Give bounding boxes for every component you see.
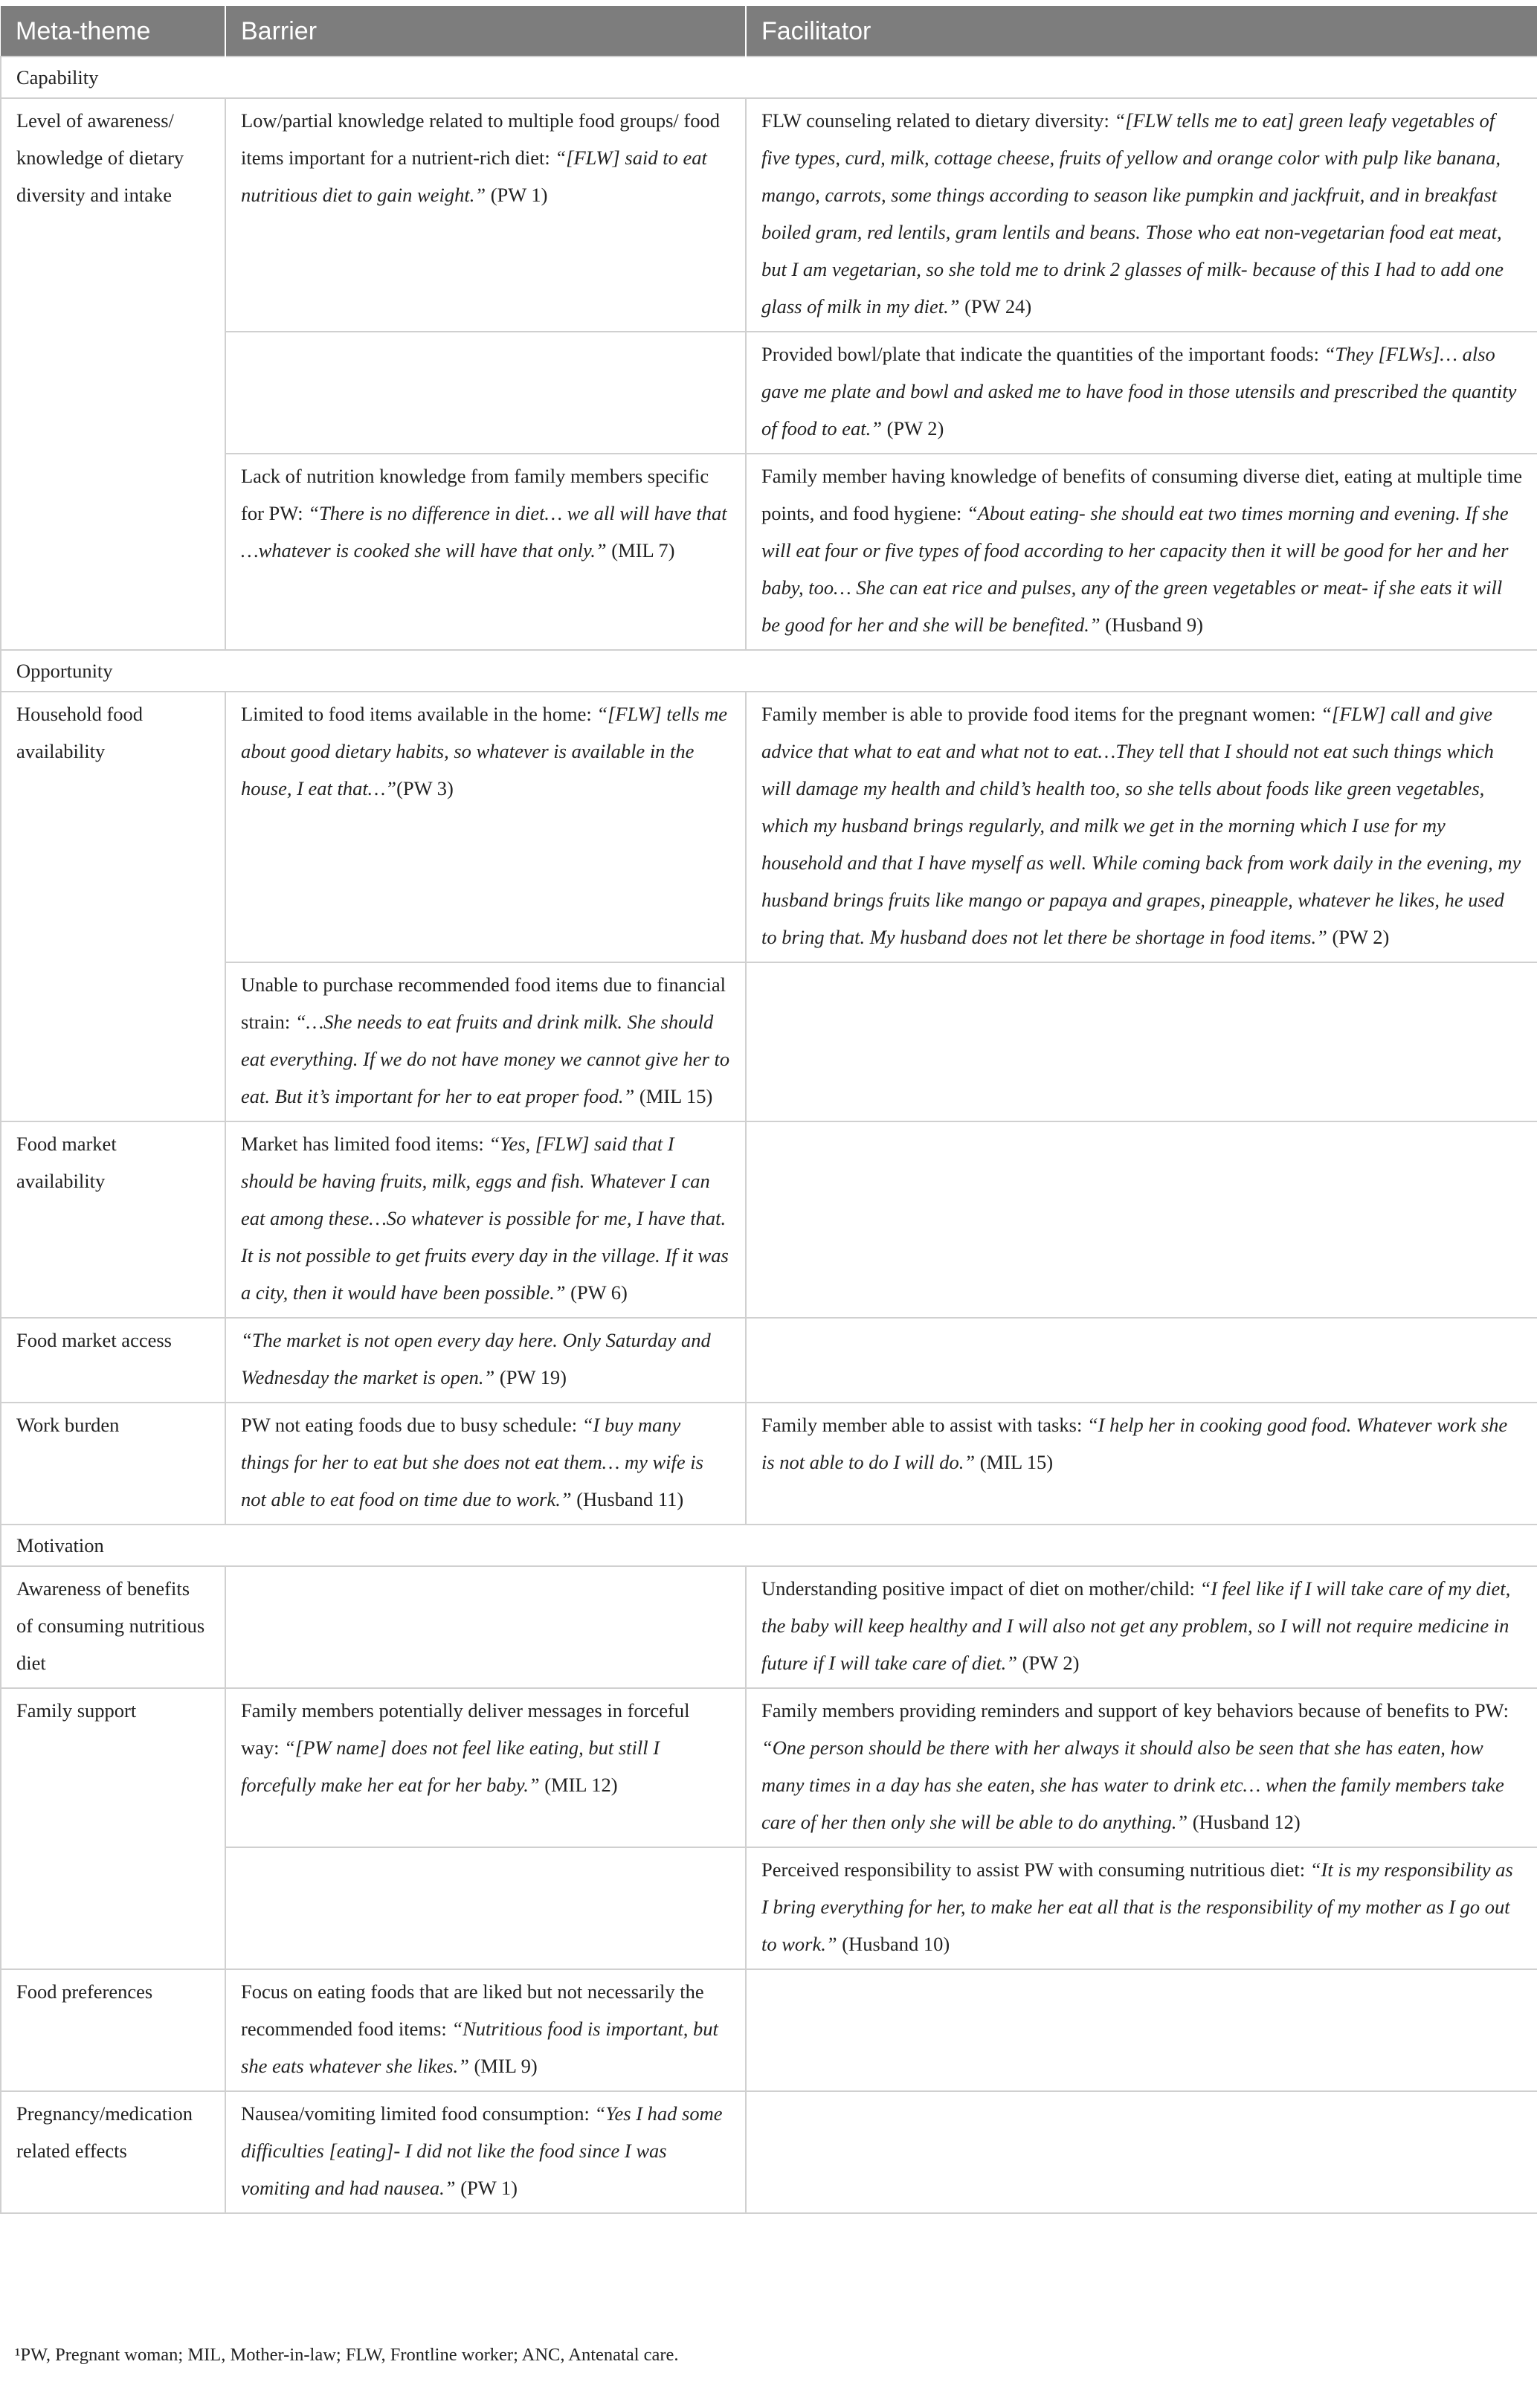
cell-lead: Focus on eating foods that are liked but not necessarily the recommended food items: [241, 1980, 704, 2040]
facilitator-cell-empty [746, 1318, 1537, 1403]
table-header [1, 6, 1537, 57]
cell-source: (MIL 7) [606, 539, 675, 561]
cell-quote: “[FLW] tells me about good dietary habits, so whatever is available in the house, I eat that…” [241, 703, 728, 799]
facilitator-cell-empty [746, 1969, 1537, 2091]
section-capability: Capability [1, 57, 1537, 98]
facilitator-cell [746, 1403, 1537, 1525]
cell-source: (PW 2) [1327, 926, 1390, 948]
barrier-cell [225, 692, 746, 962]
facilitator-cell-empty [746, 1121, 1537, 1318]
meta-theme-market-availability: Food market availability [1, 1121, 225, 1318]
barrier-cell [225, 1121, 746, 1318]
cell-source: (Husband 11) [571, 1488, 684, 1510]
cell-lead: Family member able to assist with tasks: [761, 1414, 1087, 1436]
cell-source: (PW 19) [494, 1366, 567, 1388]
facilitator-cell [746, 454, 1537, 650]
barrier-cell-empty [225, 332, 746, 454]
header-row [1, 6, 1537, 57]
barrier-cell [225, 1403, 746, 1525]
barrier-cell-empty [225, 1566, 746, 1688]
cell-lead: Perceived responsibility to assist PW with consuming nutritious diet: [761, 1858, 1310, 1881]
cell-source: (MIL 9) [468, 2055, 538, 2077]
barrier-cell [225, 98, 746, 332]
barrier-cell [225, 454, 746, 650]
cell-quote: “[FLW] call and give advice that what to eat and what not to eat…They tell that I should not eat such things which will damage my health and child’s health too, so she tells about foods like green vegetables, which my husband brings regularly, and milk we get in the morning which I use for my household and that I have myself as well. While coming back from work daily in the evening, my husband brings fruits like mango or papaya and grapes, pineapple, whatever he likes, he used to bring that. My husband does not let there be shortage in food items.” [761, 703, 1521, 948]
table-row [1, 962, 1537, 1121]
section-row-capability [1, 57, 1537, 98]
cell-source: (PW 3) [396, 777, 454, 799]
cell-quote: “One person should be there with her always it should also be seen that she has eaten, how many times in a day has she eaten, she has water to drink etc… when the family members take care of her then only she will be able to do anything.” [761, 1736, 1504, 1833]
meta-theme-pregnancy: Pregnancy/medication related effects [1, 2091, 225, 2213]
table-row [1, 1403, 1537, 1525]
cell-lead: Understanding positive impact of diet on mother/child: [761, 1577, 1200, 1600]
cell-lead: Nausea/vomiting limited food consumption: [241, 2102, 595, 2125]
cell-source: (Husband 9) [1100, 614, 1203, 636]
cell-lead: Unable to purchase recommended food items due to financial strain: [241, 973, 726, 1033]
table-row [1, 1847, 1537, 1969]
facilitator-cell [746, 692, 1537, 962]
table-row [1, 454, 1537, 650]
cell-quote: “Yes I had some difficulties [eating]- I did not like the food since I was vomiting and had nausea.” [241, 2102, 723, 2199]
meta-theme-preferences: Food preferences [1, 1969, 225, 2091]
meta-theme-work-burden: Work burden [1, 1403, 225, 1525]
cell-quote: “I feel like if I will take care of my diet, the baby will keep healthy and I will also not get any problem, so I will not require medicine in future if I will take care of diet.” [761, 1577, 1511, 1674]
facilitator-cell [746, 98, 1537, 332]
cell-source: (Husband 10) [837, 1933, 950, 1955]
barrier-cell [225, 962, 746, 1121]
table-row [1, 1318, 1537, 1403]
cell-lead: Market has limited food items: [241, 1133, 489, 1155]
barrier-cell [225, 1318, 746, 1403]
cell-quote: “About eating- she should eat two times morning and evening. If she will eat four or five types of food according to her capacity then it will be good for her and her baby, too… She can eat rice and pulses, any of the green vegetables or meat- if she eats it will be good for her and she will be benefited.” [761, 502, 1509, 636]
cell-source: (MIL 15) [634, 1085, 713, 1107]
cell-quote: “Yes, [FLW] said that I should be having fruits, milk, eggs and fish. Whatever I can eat among these…So whatever is possible for me, I have that. It is not possible to get fruits every day in the village. If it was a city, then it would have been possible.” [241, 1133, 729, 1304]
section-row-opportunity [1, 650, 1537, 692]
header-meta-theme: Meta-theme [1, 6, 225, 57]
cell-source: (MIL 15) [975, 1451, 1054, 1473]
cell-source: (PW 24) [959, 295, 1032, 318]
cell-quote: “[PW name] does not feel like eating, but still I forcefully make her eat for her baby.” [241, 1736, 660, 1796]
cell-quote: “[FLW tells me to eat] green leafy vegetables of five types, curd, milk, cottage cheese, fruits of yellow and orange color with pulp like banana, mango, carrots, some things according to season like pumpkin and jackfruit, and in breakfast boiled gram, red lentils, gram lentils and beans. Those who eat non-vegetarian food eat meat, but I am vegetarian, so she told me to drink 2 glasses of milk- because of this I had to add one glass of milk in my diet.” [761, 109, 1504, 318]
cell-quote: “I help her in cooking good food. Whatever work she is not able to do I will do.” [761, 1414, 1508, 1473]
cell-source: (MIL 12) [539, 1774, 618, 1796]
barriers-facilitators-table [0, 6, 1537, 2214]
facilitator-cell [746, 1688, 1537, 1847]
facilitator-cell [746, 1847, 1537, 1969]
table-row [1, 1566, 1537, 1688]
cell-source: (PW 1) [486, 184, 548, 206]
cell-quote: “I buy many things for her to eat but she does not eat them… my wife is not able to eat food on time due to work.” [241, 1414, 703, 1510]
cell-lead: Provided bowl/plate that indicate the quantities of the important foods: [761, 343, 1324, 365]
table-row [1, 2091, 1537, 2213]
cell-quote: “[FLW] said to eat nutritious diet to gain weight.” [241, 147, 707, 206]
cell-quote: “It is my responsibility as I bring everything for her, to make her eat all that is the responsibility of my mother as I go out to work.” [761, 1858, 1513, 1955]
cell-lead: FLW counseling related to dietary diversity: [761, 109, 1115, 132]
meta-theme-household: Household food availability [1, 692, 225, 1121]
table-row [1, 332, 1537, 454]
cell-lead: Family member having knowledge of benefits of consuming diverse diet, eating at multiple time points, and food hygiene: [761, 465, 1522, 524]
cell-source: (PW 2) [1016, 1652, 1080, 1674]
cell-lead: Lack of nutrition knowledge from family members specific for PW: [241, 465, 709, 524]
header-barrier: Barrier [225, 6, 746, 57]
cell-lead: Family member is able to provide food items for the pregnant women: [761, 703, 1321, 725]
section-opportunity: Opportunity [1, 650, 1537, 692]
barrier-cell [225, 1969, 746, 2091]
cell-quote: “They [FLWs]… also gave me plate and bowl and asked me to have food in those utensils and prescribed the quantity of food to eat.” [761, 343, 1517, 440]
cell-quote: “There is no difference in diet… we all will have that …whatever is cooked she will have that only.” [241, 502, 727, 561]
table-footnote: ¹PW, Pregnant woman; MIL, Mother-in-law; FLW, Frontline worker; ANC, Antenatal care. [15, 2345, 679, 2365]
facilitator-cell [746, 1566, 1537, 1688]
barrier-cell [225, 1688, 746, 1847]
facilitator-cell [746, 332, 1537, 454]
section-motivation: Motivation [1, 1525, 1537, 1566]
meta-theme-family-support: Family support [1, 1688, 225, 1969]
barrier-cell-empty [225, 1847, 746, 1969]
cell-quote: “The market is not open every day here. Only Saturday and Wednesday the market is open.” [241, 1329, 711, 1388]
table-body [1, 57, 1537, 2213]
meta-theme-awareness: Level of awareness/ knowledge of dietary diversity and intake [1, 98, 225, 650]
cell-source: (PW 2) [881, 417, 944, 440]
table-row [1, 692, 1537, 962]
facilitator-cell-empty [746, 962, 1537, 1121]
meta-theme-benefits: Awareness of benefits of consuming nutritious diet [1, 1566, 225, 1688]
meta-theme-market-access: Food market access [1, 1318, 225, 1403]
table-row [1, 98, 1537, 332]
cell-lead: Family members potentially deliver messages in forceful way: [241, 1699, 690, 1759]
cell-quote: “…She needs to eat fruits and drink milk. She should eat everything. If we do not have money we cannot give her to eat. But it’s important for her to eat proper food.” [241, 1011, 730, 1107]
cell-source: (PW 1) [455, 2177, 518, 2199]
barrier-cell [225, 2091, 746, 2213]
cell-lead: Limited to food items available in the home: [241, 703, 597, 725]
header-facilitator: Facilitator [746, 6, 1537, 57]
cell-source: (PW 6) [565, 1281, 628, 1304]
cell-quote: “Nutritious food is important, but she eats whatever she likes.” [241, 2018, 718, 2077]
section-row-motivation [1, 1525, 1537, 1566]
cell-lead: Family members providing reminders and support of key behaviors because of benefits to PW: [761, 1699, 1509, 1722]
table-container [0, 6, 1537, 2214]
table-row [1, 1121, 1537, 1318]
cell-source: (Husband 12) [1188, 1811, 1301, 1833]
cell-lead: Low/partial knowledge related to multiple food groups/ food items important for a nutrient-rich diet: [241, 109, 720, 169]
table-row [1, 1969, 1537, 2091]
cell-lead: PW not eating foods due to busy schedule: [241, 1414, 582, 1436]
table-row [1, 1688, 1537, 1847]
facilitator-cell-empty [746, 2091, 1537, 2213]
